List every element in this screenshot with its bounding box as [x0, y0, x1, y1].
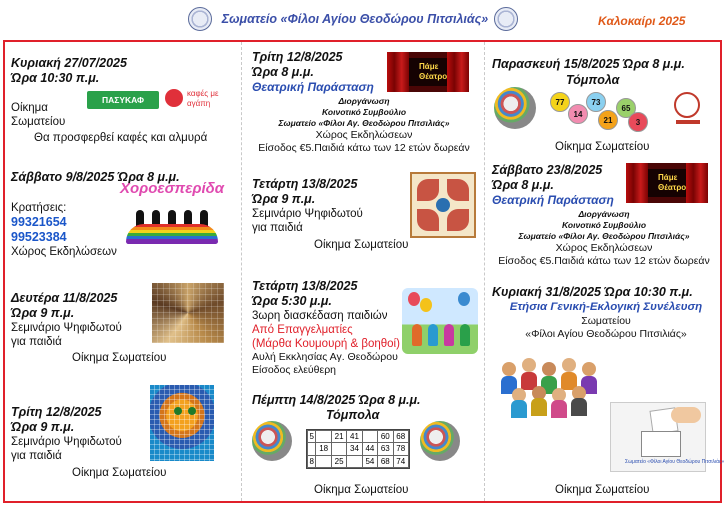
event-description: Σεμινάριο Ψηφιδωτού: [11, 436, 122, 448]
column-divider: [241, 42, 242, 501]
event-place: Οίκημα Σωματείου: [72, 467, 167, 479]
event-place: Οίκημα Σωματείου: [314, 239, 409, 251]
bingo-card-cell: [316, 455, 331, 467]
event-title: Τόμπολα: [326, 408, 380, 422]
event-place: Οίκημα Σωματείου: [314, 484, 409, 496]
event-description: για παιδιά: [252, 222, 303, 234]
event-theatre-2: [492, 163, 614, 208]
bingo-card-cell: [347, 455, 362, 467]
performer-line: Από Επαγγελματίες: [252, 324, 353, 336]
bingo-card-cell: [362, 431, 377, 443]
event-place: Χώρος Εκδηλώσεων: [555, 242, 653, 254]
organizer-line: Σωματείο «Φίλοι Αγ. Θεοδώρου Πιτσιλιάς»: [278, 118, 450, 128]
assembly-crowd-image: [496, 352, 602, 418]
organizer-line: Διοργάνωση: [578, 209, 630, 219]
organizer-line: Σωματείο «Φίλοι Αγ. Θεοδώρου Πιτσιλιάς»: [518, 231, 690, 241]
column-divider: [484, 42, 485, 501]
bingo-card-cell: 63: [378, 443, 393, 455]
phone-number[interactable]: 99523384: [11, 230, 67, 244]
event-dance-details: [11, 201, 117, 259]
event-date: Παρασκευή 15/8/2025 Ώρα 8 μ.μ.: [492, 57, 685, 71]
event-description: για παιδιά: [11, 450, 62, 462]
event-time: Ώρα 9 π.μ.: [11, 420, 75, 434]
bingo-card-cell: 60: [378, 431, 393, 443]
event-time: Ώρα 10:30 π.μ.: [11, 71, 100, 85]
ballot-caption: Σωματείο «Φίλοι Αγίου Θεοδώρου Πιτσιλιάς»: [625, 459, 725, 465]
bingo-card-grid: [307, 430, 409, 468]
event-place: Σωματείου: [11, 116, 66, 128]
event-date: Τετάρτη 13/8/2025: [252, 177, 358, 191]
theatre-poster-text: Πάμε Θέατρο: [419, 62, 448, 81]
reservations-label: Κρατήσεις:: [11, 202, 67, 214]
event-coffee-place: [11, 101, 65, 129]
event-description: Σεμινάριο Ψηφιδωτού: [11, 322, 122, 334]
mosaic-hands-image: [152, 283, 224, 343]
event-mosaic-2: [11, 405, 122, 463]
bingo-card-cell: 54: [362, 455, 377, 467]
bingo-card-cell: 44: [362, 443, 377, 455]
bingo-card-cell: [308, 443, 316, 455]
organizer-line: Κοινοτικό Συμβούλιο: [561, 220, 647, 230]
event-date: Κυριακή 27/07/2025: [11, 56, 127, 70]
event-date: Δευτέρα 11/8/2025: [11, 291, 118, 305]
bingo-card-cell: 78: [393, 443, 408, 455]
theatre-poster-image: [626, 163, 708, 203]
heart-icon: [165, 89, 183, 107]
event-place: Οίκημα: [11, 102, 48, 114]
event-title: Θεατρική Παράσταση: [492, 193, 614, 207]
event-date: Σάββατο 9/8/2025 Ώρα 8 μ.μ.: [11, 170, 180, 184]
page-header: [0, 0, 725, 40]
bingo-card-cell: 21: [331, 431, 346, 443]
event-place: Χώρος Εκδηλώσεων: [315, 129, 413, 141]
kids-party-image: [402, 288, 478, 354]
event-entry: Είσοδος ελεύθερη: [252, 364, 337, 376]
organizer-line: Διοργάνωση: [338, 96, 390, 106]
event-title: Θεατρική Παράσταση: [252, 80, 374, 94]
rainbow-graphic: [126, 224, 218, 244]
event-description: 3ωρη διασκέδαση παιδιών: [252, 310, 388, 322]
bingo-ball: 3: [628, 112, 648, 132]
pasykaf-logo-text: ΠΑΣΥΚΑΦ: [87, 91, 159, 109]
event-place: Οίκημα Σωματείου: [555, 141, 650, 153]
bingo-balls-image: [494, 87, 536, 129]
performer-line: (Μάρθα Κουμουρή & βοηθοί): [252, 338, 400, 350]
event-place: Αυλή Εκκλησίας Αγ. Θεοδώρου: [252, 351, 398, 363]
association-seal-icon: [188, 7, 212, 31]
mosaic-tile-image: [410, 172, 476, 238]
event-mosaic-3: [252, 177, 363, 235]
event-time: Ώρα 9 π.μ.: [11, 306, 75, 320]
event-theatre-1-organizer: [244, 96, 484, 155]
bingo-card-cell: 18: [316, 443, 331, 455]
phone-number[interactable]: 99321654: [11, 215, 67, 229]
dance-party-image: [120, 180, 224, 248]
event-title: Ετήσια Γενική-Εκλογική Συνέλευση: [509, 301, 703, 313]
event-date: Πέμπτη 14/8/2025 Ώρα 8 μ.μ.: [252, 393, 421, 407]
bingo-card-cell: 8: [308, 455, 316, 467]
bingo-card-cell: 34: [347, 443, 362, 455]
event-date: Τετάρτη 13/8/2025: [252, 279, 358, 293]
bingo-ball: 21: [598, 110, 618, 130]
mosaic-cat-image: [150, 385, 214, 461]
event-entry: Είσοδος €5.Παιδιά κάτω των 12 ετών δωρεάν: [258, 142, 470, 154]
event-time: Ώρα 8 μ.μ.: [492, 178, 554, 192]
event-kids: [252, 279, 400, 377]
pasykaf-slogan: καφές με αγάπη: [187, 89, 219, 108]
event-entry: Είσοδος €5.Παιδιά κάτω των 12 ετών δωρεάν: [498, 255, 710, 267]
event-assembly: [492, 285, 720, 341]
theatre-poster-text: Πάμε Θέατρο: [658, 173, 687, 192]
event-date: Κυριακή 31/8/2025 Ώρα 10:30 π.μ.: [492, 285, 693, 299]
ballot-box-image: [610, 402, 725, 472]
bingo-card-cell: [331, 443, 346, 455]
event-title: Τόμπολα: [566, 73, 620, 87]
bingo-card-cell: 41: [347, 431, 362, 443]
event-date: Τρίτη 12/8/2025: [11, 405, 102, 419]
bingo-card-cell: [316, 431, 331, 443]
bingo-balls-image: [420, 421, 460, 461]
bingo-ball: 73: [586, 92, 606, 112]
event-mosaic-1: [11, 291, 122, 349]
bingo-card: [306, 429, 410, 469]
event-bingo-1: [252, 393, 421, 408]
event-description: «Φίλοι Αγίου Θεοδώρου Πιτσιλιάς»: [525, 328, 687, 340]
event-time: Ώρα 9 π.μ.: [252, 192, 316, 206]
pasykaf-logo: [87, 87, 227, 113]
bingo-numbered-balls: [548, 90, 648, 134]
bingo-ball: 77: [550, 92, 570, 112]
theatre-poster-image: [387, 52, 469, 92]
bingo-card-cell: 25: [331, 455, 346, 467]
bingo-ball: 65: [616, 98, 636, 118]
event-theatre-1: [252, 50, 374, 95]
event-bingo-2: [492, 57, 685, 72]
bingo-card-cell: 68: [393, 431, 408, 443]
bingo-card-cell: 5: [308, 431, 316, 443]
bingo-card-cell: 68: [378, 455, 393, 467]
bingo-ball: 14: [568, 104, 588, 124]
bingo-balls-image: [252, 421, 292, 461]
event-time: Ώρα 8 μ.μ.: [252, 65, 314, 79]
event-description: για παιδιά: [11, 336, 62, 348]
event-date: Σάββατο 23/8/2025: [492, 163, 603, 177]
event-description: Σωματείου: [581, 315, 631, 327]
event-date: Τρίτη 12/8/2025: [252, 50, 343, 64]
season-label: Καλοκαίρι 2025: [598, 14, 686, 28]
event-description: Σεμινάριο Ψηφιδωτού: [252, 208, 363, 220]
event-place: Οίκημα Σωματείου: [72, 352, 167, 364]
association-seal-icon: [494, 7, 518, 31]
event-time: Ώρα 5:30 μ.μ.: [252, 294, 332, 308]
event-theatre-2-organizer: [486, 209, 722, 268]
page-title: Σωματείο «Φίλοι Αγίου Θεοδώρου Πιτσιλιάς»: [221, 12, 489, 26]
organizer-line: Κοινοτικό Συμβούλιο: [321, 107, 407, 117]
dance-party-word: Χοροεσπερίδα: [120, 180, 225, 197]
event-place: Χώρος Εκδηλώσεων: [11, 246, 117, 258]
bingo-cage-icon: [670, 90, 706, 126]
event-coffee: [11, 56, 127, 86]
bingo-card-cell: 74: [393, 455, 408, 467]
event-description: Θα προσφερθεί καφές και αλμυρά: [34, 132, 208, 144]
event-place: Οίκημα Σωματείου: [555, 484, 650, 496]
